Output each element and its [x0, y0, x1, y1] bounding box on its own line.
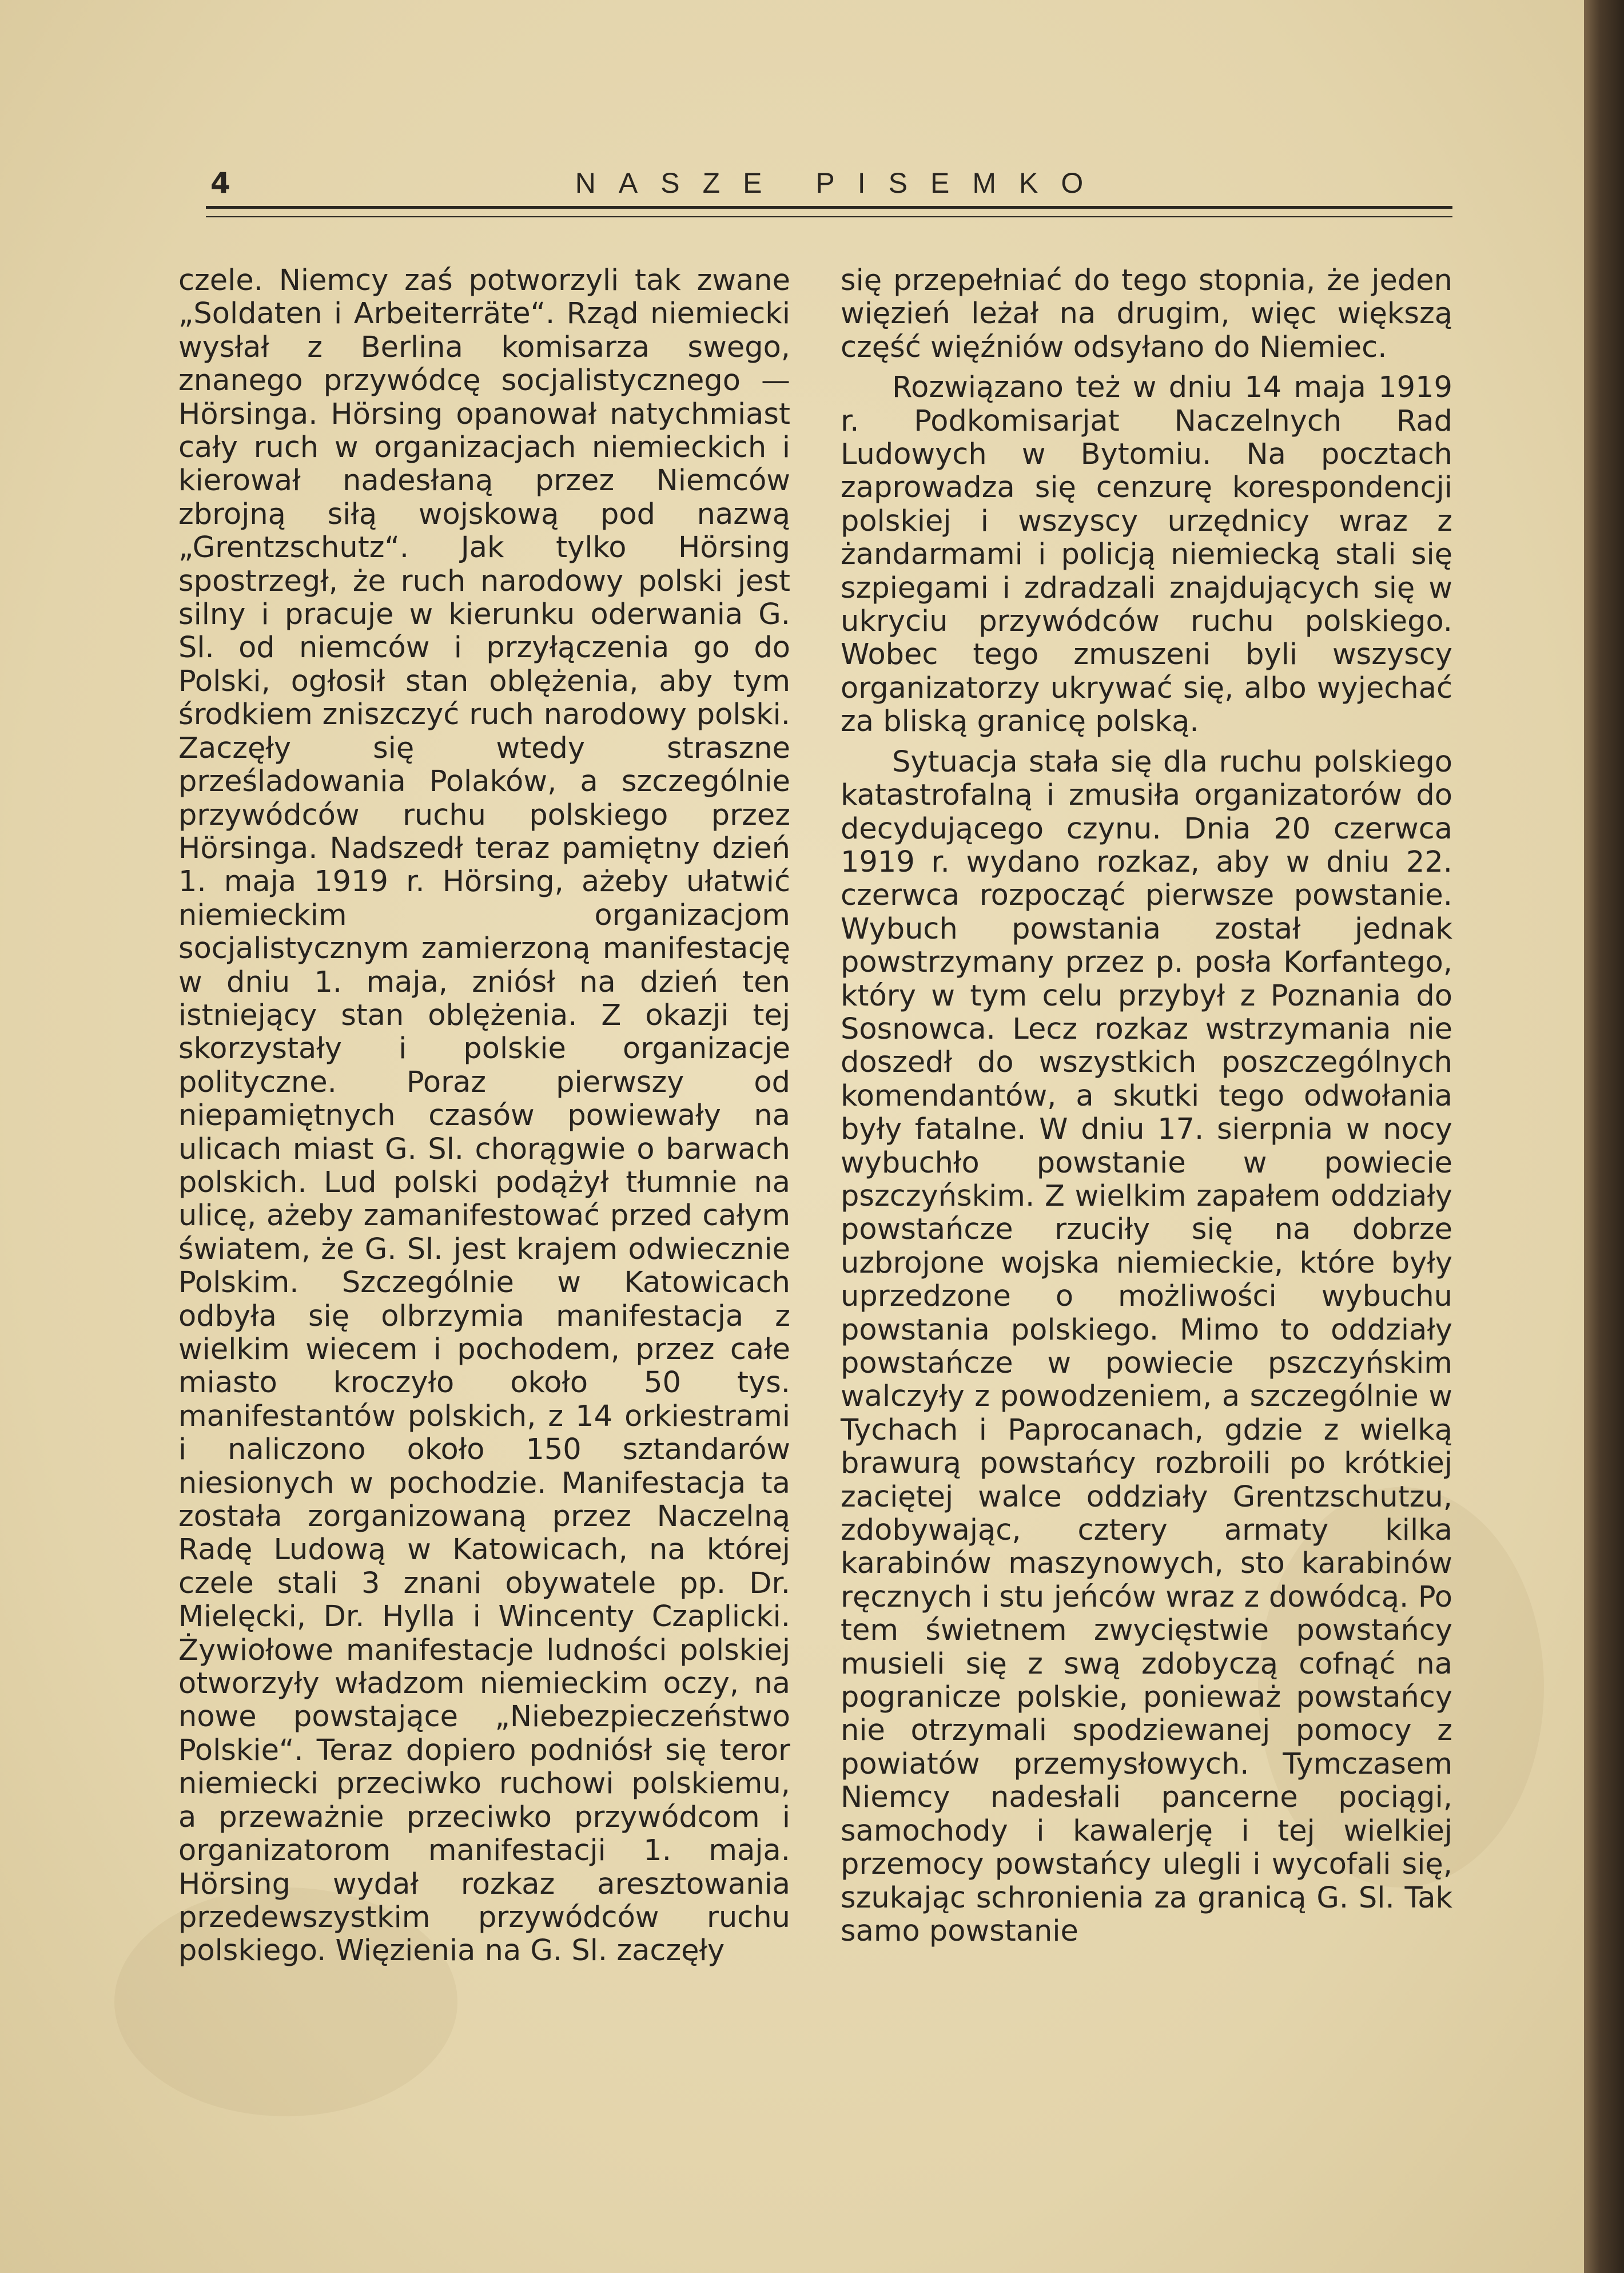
paragraph: Rozwiązano też w dniu 14 maja 1919 r. Podkomisarjat Naczelnych Rad Ludowych w Bytomiu. Na pocztach zaprowadza się cenzurę korespondencji polskiej i wszyscy urzędnicy wraz z żandarmami i policją niemiecką stali się szpiegami i zdradzali znajdujących się w ukryciu przywódców ruchu polskiego. Wobec tego zmuszeni byli wszyscy organizatorzy ukrywać się, albo wyjechać za bliską granicę polską.: [841, 371, 1452, 739]
header-rule-thick: [206, 206, 1452, 209]
header-rule-thin: [206, 216, 1452, 217]
running-header: [206, 166, 1452, 212]
binding-edge: [1584, 0, 1624, 2273]
paragraph: Sytuacja stała się dla ruchu polskiego katastrofalną i zmusiła organizatorów do decydującego czynu. Dnia 20 czerwca 1919 r. wydano rozkaz, aby w dniu 22. czerwca rozpocząć pierwsze powstanie. Wybuch powstania został jednak powstrzymany przez p. posła Korfantego, który w tym celu przybył z Poznania do Sosnowca. Lecz rozkaz wstrzymania nie doszedł do wszystkich poszczególnych komendantów, a skutki tego odwołania były fatalne. W dniu 17. sierpnia w nocy wybuchło powstanie w powiecie pszczyńskim. Z wielkim zapałem oddziały powstańcze rzuciły się na dobrze uzbrojone wojska niemieckie, które były uprzedzone o możliwości wybuchu powstania polskiego. Mimo to oddziały powstańcze w powiecie pszczyńskim walczyły z powodzeniem, a szczególnie w Tychach i Paprocanach, gdzie z wielką brawurą powstańcy rozbroili po krótkiej zaciętej walce oddziały Grentzschutzu, zdobywając, cztery armaty kilka karabinów maszynowych, sto karabinów ręcznych i stu jeńców wraz z dowódcą. Po tem świetnem zwycięstwie powstańcy musieli się z swą zdobyczą cofnąć na pogranicze polskie, ponieważ powstańcy nie otrzymali spodziewanej pomocy z powiatów przemysłowych. Tymczasem Niemcy nadesłali pancerne pociągi, samochody i kawalerję i tej wielkiej przemocy powstańcy ulegli i wycofali się, szukając schronienia za granicą G. Sl. Tak samo powstanie: [841, 745, 1452, 1948]
paragraph: się przepełniać do tego stopnia, że jeden więzień leżał na drugim, więc większą część więźniów odsyłano do Niemiec.: [841, 264, 1452, 364]
text-column-right: [841, 264, 1452, 1948]
text-column-left: [178, 264, 790, 1968]
page-number: 4: [210, 166, 230, 200]
publication-title: NASZE PISEMKO: [575, 167, 1106, 199]
paragraph: czele. Niemcy zaś potworzyli tak zwane „Soldaten i Arbeiterräte“. Rząd niemiecki wysłał z Berlina komisarza swego, znanego przywódcę socjalistycznego — Hörsinga. Hörsing opanował natychmiast cały ruch w organizacjach niemieckich i kierował nadesłaną przez Niemców zbrojną siłą wojskową pod nazwą „Grentzschutz“. Jak tylko Hörsing spostrzegł, że ruch narodowy polski jest silny i pracuje w kierunku oderwania G. Sl. od niemców i przyłączenia go do Polski, ogłosił stan oblężenia, aby tym środkiem zniszczyć ruch narodowy polski. Zaczęły się wtedy straszne prześladowania Polaków, a szczególnie przywódców ruchu polskiego przez Hörsinga. Nadszedł teraz pamiętny dzień 1. maja 1919 r. Hörsing, ażeby ułatwić niemieckim organizacjom socjalistycznym zamierzoną manifestację w dniu 1. maja, zniósł na dzień ten istniejący stan oblężenia. Z okazji tej skorzystały i polskie organizacje polityczne. Poraz pierwszy od niepamiętnych czasów powiewały na ulicach miast G. Sl. chorągwie o barwach polskich. Lud polski podążył tłumnie na ulicę, ażeby zamanifestować przed całym światem, że G. Sl. jest krajem odwiecznie Polskim. Szczególnie w Katowicach odbyła się olbrzymia manifestacja z wielkim wiecem i pochodem, przez całe miasto kroczyło około 50 tys. manifestantów polskich, z 14 orkiestrami i naliczono około 150 sztandarów niesionych w pochodzie. Manifestacja ta została zorganizowaną przez Naczelną Radę Ludową w Katowicach, na której czele stali 3 znani obywatele pp. Dr. Mielęcki, Dr. Hylla i Wincenty Czaplicki. Żywiołowe manifestacje ludności polskiej otworzyły władzom niemieckim oczy, na nowe powstające „Niebezpieczeństwo Polskie“. Teraz dopiero podniósł się teror niemiecki przeciwko ruchowi polskiemu, a przeważnie przeciwko przywódcom i organizatorom manifestacji 1. maja. Hörsing wydał rozkaz aresztowania przedewszystkim przywódców ruchu polskiego. Więzienia na G. Sl. zaczęły: [178, 264, 790, 1968]
